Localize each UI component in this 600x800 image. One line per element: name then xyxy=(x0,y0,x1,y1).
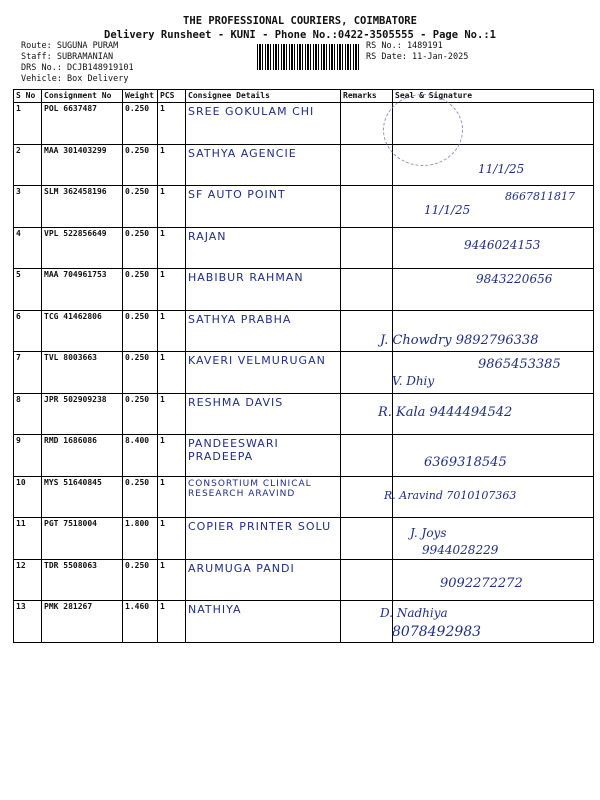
col-pcs: PCS xyxy=(158,90,186,103)
handwritten-signature: J. Joys xyxy=(410,526,447,540)
handwritten-phone: 6369318545 xyxy=(424,455,507,470)
sno-cell: 3 xyxy=(14,186,42,228)
runsheet-meta-left xyxy=(21,41,134,85)
sno-cell: 9 xyxy=(14,435,42,477)
consignee-handwriting: NATHIYA xyxy=(188,603,242,616)
weight-cell: 0.250 xyxy=(123,144,158,186)
consignee-handwriting: HABIBUR RAHMAN xyxy=(188,271,304,284)
consignment-cell: VPL 522856649 xyxy=(42,227,123,269)
drs-label: DRS No.: DCJB148919101 xyxy=(21,63,134,73)
pcs-cell: 1 xyxy=(158,518,186,560)
sno-cell: 10 xyxy=(14,476,42,518)
company-title: THE PROFESSIONAL COURIERS, COIMBATORE xyxy=(183,15,417,27)
handwritten-phone: 9092272272 xyxy=(440,576,523,591)
consignee-cell xyxy=(186,601,341,643)
consignee-handwriting: SATHYA PRABHA xyxy=(188,312,292,326)
consignee-handwriting: SF AUTO POINT xyxy=(188,188,286,201)
handwritten-phone: 8078492983 xyxy=(392,624,482,640)
weight-cell: 0.250 xyxy=(123,103,158,145)
staff-label: Staff: SUBRAMANIAN xyxy=(21,52,114,62)
consignee-handwriting: RESHMA DAVIS xyxy=(188,395,284,409)
table-row xyxy=(14,601,594,643)
consignee-handwriting: RAJAN xyxy=(188,229,227,243)
consignee-handwriting: KAVERI VELMURUGAN xyxy=(188,354,326,367)
seal-stamp xyxy=(383,94,463,166)
weight-cell: 0.250 xyxy=(123,186,158,228)
sno-cell: 8 xyxy=(14,393,42,435)
pcs-cell: 1 xyxy=(158,435,186,477)
pcs-cell: 1 xyxy=(158,227,186,269)
handwritten-phone: 9865453385 xyxy=(478,357,561,372)
handwritten-phone: 8667811817 xyxy=(505,190,575,203)
handwritten-phone: 9446024153 xyxy=(464,238,541,252)
pcs-cell: 1 xyxy=(158,559,186,601)
col-remarks: Remarks xyxy=(341,90,393,103)
remarks-cell xyxy=(341,227,393,269)
sno-cell: 2 xyxy=(14,144,42,186)
route-label: Route: SUGUNA PURAM xyxy=(21,41,119,51)
weight-cell: 0.250 xyxy=(123,227,158,269)
weight-cell: 0.250 xyxy=(123,269,158,311)
runsheet-meta-right xyxy=(366,41,468,63)
consignment-cell: PGT 7518004 xyxy=(42,518,123,560)
table-header-row xyxy=(14,90,594,103)
pcs-cell: 1 xyxy=(158,269,186,311)
sno-cell: 11 xyxy=(14,518,42,560)
consignment-cell: MYS 51640845 xyxy=(42,476,123,518)
remarks-cell xyxy=(341,559,393,601)
consignee-cell xyxy=(186,310,341,352)
pcs-cell: 1 xyxy=(158,310,186,352)
weight-cell: 0.250 xyxy=(123,559,158,601)
remarks-cell xyxy=(341,518,393,560)
remarks-cell xyxy=(341,352,393,394)
weight-cell: 0.250 xyxy=(123,352,158,394)
consignee-cell xyxy=(186,269,341,311)
col-consignment: Consignment No xyxy=(42,90,123,103)
rs-no-label: RS No.: 1489191 xyxy=(366,41,443,51)
col-weight: Weight xyxy=(123,90,158,103)
consignment-cell: MAA 301403299 xyxy=(42,144,123,186)
consignment-cell: JPR 502909238 xyxy=(42,393,123,435)
barcode-image xyxy=(257,44,361,70)
consignment-cell: TCG 41462806 xyxy=(42,310,123,352)
consignee-handwriting: COPIER PRINTER SOLU xyxy=(188,520,332,533)
consignee-handwriting: PANDEESWARI PRADEEPA xyxy=(188,437,279,463)
consignee-cell xyxy=(186,559,341,601)
handwritten-signature: R. Aravind 7010107363 xyxy=(384,489,517,502)
handwritten-signature: R. Kala 9444494542 xyxy=(378,405,513,420)
sno-cell: 12 xyxy=(14,559,42,601)
consignment-cell: SLM 362458196 xyxy=(42,186,123,228)
weight-cell: 0.250 xyxy=(123,310,158,352)
pcs-cell: 1 xyxy=(158,144,186,186)
remarks-cell xyxy=(341,269,393,311)
table-row xyxy=(14,518,594,560)
remarks-cell xyxy=(341,144,393,186)
handwritten-date: 11/1/25 xyxy=(478,162,525,176)
consignment-cell: RMD 1686086 xyxy=(42,435,123,477)
col-sno: S No xyxy=(14,90,42,103)
weight-cell: 0.250 xyxy=(123,393,158,435)
vehicle-label: Vehicle: Box Delivery xyxy=(21,74,129,84)
remarks-cell xyxy=(341,186,393,228)
consignee-handwriting: ARUMUGA PANDI xyxy=(188,561,295,575)
runsheet-subtitle: Delivery Runsheet - KUNI - Phone No.:0422-3505555 - Page No.:1 xyxy=(104,29,496,41)
handwritten-signature: J. Chowdry 9892796338 xyxy=(380,333,539,348)
consignee-cell xyxy=(186,186,341,228)
handwritten-signature: V. Dhiy xyxy=(392,374,435,388)
sno-cell: 7 xyxy=(14,352,42,394)
pcs-cell: 1 xyxy=(158,352,186,394)
sno-cell: 6 xyxy=(14,310,42,352)
weight-cell: 1.460 xyxy=(123,601,158,643)
consignment-cell: TVL 8003663 xyxy=(42,352,123,394)
remarks-cell xyxy=(341,435,393,477)
weight-cell: 1.800 xyxy=(123,518,158,560)
sno-cell: 4 xyxy=(14,227,42,269)
pcs-cell: 1 xyxy=(158,476,186,518)
weight-cell: 8.400 xyxy=(123,435,158,477)
consignee-handwriting: CONSORTIUM CLINICAL RESEARCH ARAVIND xyxy=(188,478,312,499)
consignee-handwriting: SREE GOKULAM CHI xyxy=(188,105,315,118)
handwritten-date: 11/1/25 xyxy=(424,203,471,217)
table-row xyxy=(14,103,594,145)
consignee-handwriting: SATHYA AGENCIE xyxy=(188,146,297,160)
consignee-cell xyxy=(186,393,341,435)
consignee-cell xyxy=(186,103,341,145)
consignee-cell xyxy=(186,435,341,477)
consignee-cell xyxy=(186,518,341,560)
sno-cell: 1 xyxy=(14,103,42,145)
col-signature: Seal & Signature xyxy=(393,90,594,103)
consignment-cell: PMK 281267 xyxy=(42,601,123,643)
pcs-cell: 1 xyxy=(158,186,186,228)
col-consignee: Consignee Details xyxy=(186,90,341,103)
handwritten-signature: D. Nadhiya xyxy=(380,606,448,620)
sno-cell: 13 xyxy=(14,601,42,643)
consignee-cell xyxy=(186,352,341,394)
consignment-cell: MAA 704961753 xyxy=(42,269,123,311)
rs-date-label: RS Date: 11-Jan-2025 xyxy=(366,52,469,62)
weight-cell: 0.250 xyxy=(123,476,158,518)
consignee-cell xyxy=(186,476,341,518)
consignee-cell xyxy=(186,227,341,269)
handwritten-phone: 9843220656 xyxy=(476,272,553,286)
sno-cell: 5 xyxy=(14,269,42,311)
pcs-cell: 1 xyxy=(158,103,186,145)
handwritten-phone: 9944028229 xyxy=(422,543,499,557)
consignment-cell: POL 6637487 xyxy=(42,103,123,145)
pcs-cell: 1 xyxy=(158,601,186,643)
pcs-cell: 1 xyxy=(158,393,186,435)
consignee-cell xyxy=(186,144,341,186)
consignment-cell: TDR 5508063 xyxy=(42,559,123,601)
